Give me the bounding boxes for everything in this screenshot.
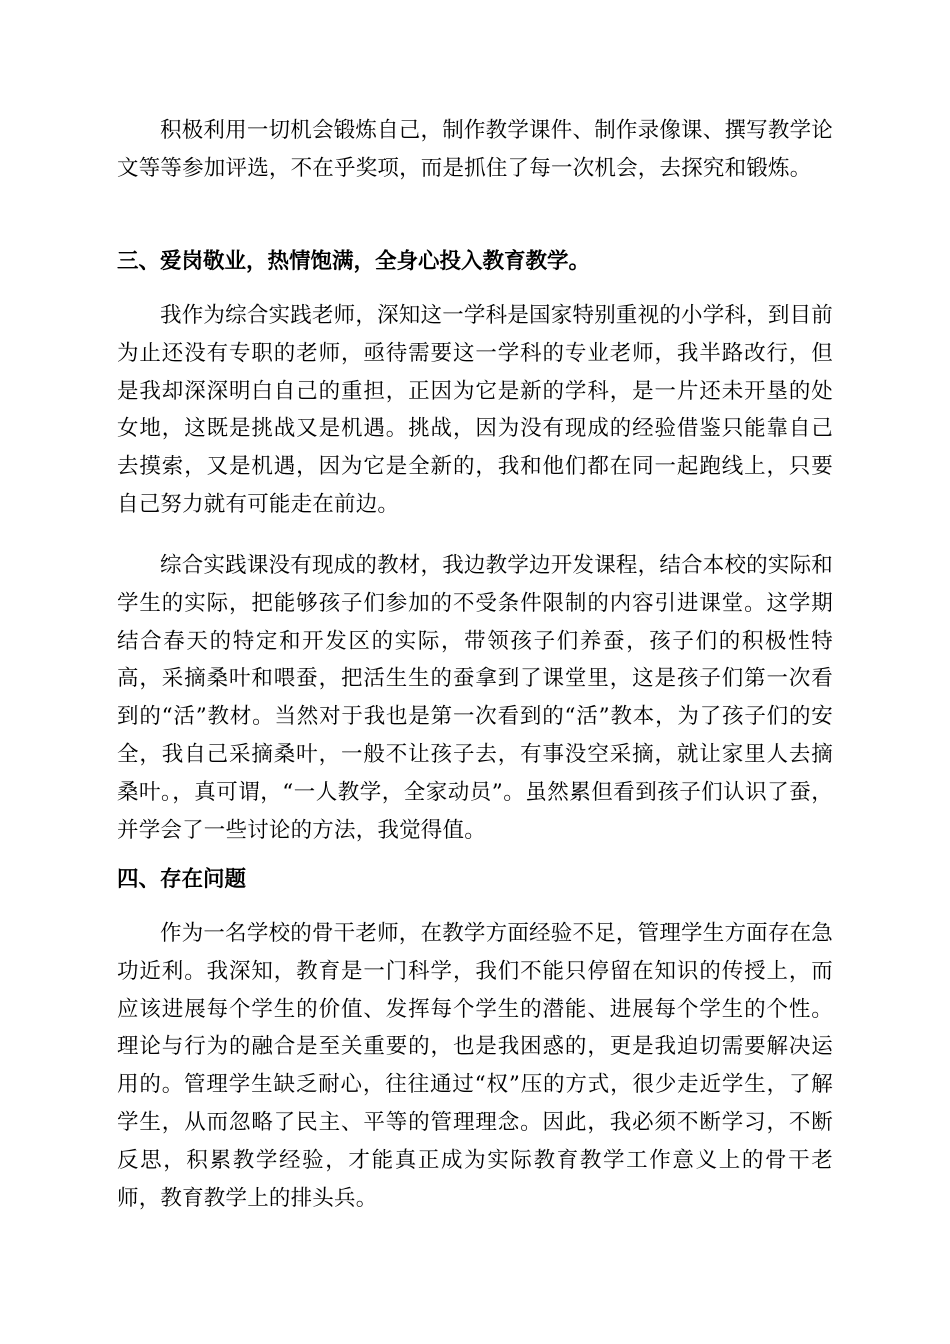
- section-heading: 四、存在问题: [117, 867, 247, 892]
- body-paragraph: 综合实践课没有现成的教材，我边教学边开发课程，结合本校的实际和学生的实际，把能够孩子们参加的不受条件限制的内容引进课堂。这学期结合春天的特定和开发区的实际，带领孩子们养蚕，孩子们的积极性特高，采摘桑叶和喂蚕，把活生生的蚕拿到了课堂里，这是孩子们第一次看到的“活”教材。当然对于我也是第一次看到的“活”教本，为了孩子们的安全，我自己采摘桑叶，一般不让孩子去，有事没空采摘，就让家里人去摘桑叶。，真可谓，“一人教学，全家动员”。虽然累但看到孩子们认识了蚕，并学会了一些讨论的方法，我觉得值。: [117, 553, 833, 843]
- body-paragraph: 积极利用一切机会锻炼自己，制作教学课件、制作录像课、撰写教学论文等等参加评选，不在乎奖项，而是抓住了每一次机会，去探究和锻炼。: [117, 118, 833, 181]
- body-paragraph: 作为一名学校的骨干老师，在教学方面经验不足，管理学生方面存在急功近利。我深知，教育是一门科学，我们不能只停留在知识的传授上，而应该进展每个学生的价值、发挥每个学生的潜能、进展每个学生的个性。理论与行为的融合是至关重要的，也是我困惑的，更是我迫切需要解决运用的。管理学生缺乏耐心，往往通过“权”压的方式，很少走近学生，了解学生，从而忽略了民主、平等的管理理念。因此，我必须不断学习，不断反思，积累教学经验，才能真正成为实际教育教学工作意义上的骨干老师，教育教学上的排头兵。: [117, 921, 833, 1211]
- body-paragraph: 我作为综合实践老师，深知这一学科是国家特别重视的小学科，到目前为止还没有专职的老师，亟待需要这一学科的专业老师，我半路改行，但是我却深深明白自己的重担，正因为它是新的学科，是一片还未开垦的处女地，这既是挑战又是机遇。挑战，因为没有现成的经验借鉴只能靠自己去摸索，又是机遇，因为它是全新的，我和他们都在同一起跑线上，只要自己努力就有可能走在前边。: [117, 303, 833, 517]
- section-heading: 三、爱岗敬业，热情饱满，全身心投入教育教学。: [117, 249, 591, 274]
